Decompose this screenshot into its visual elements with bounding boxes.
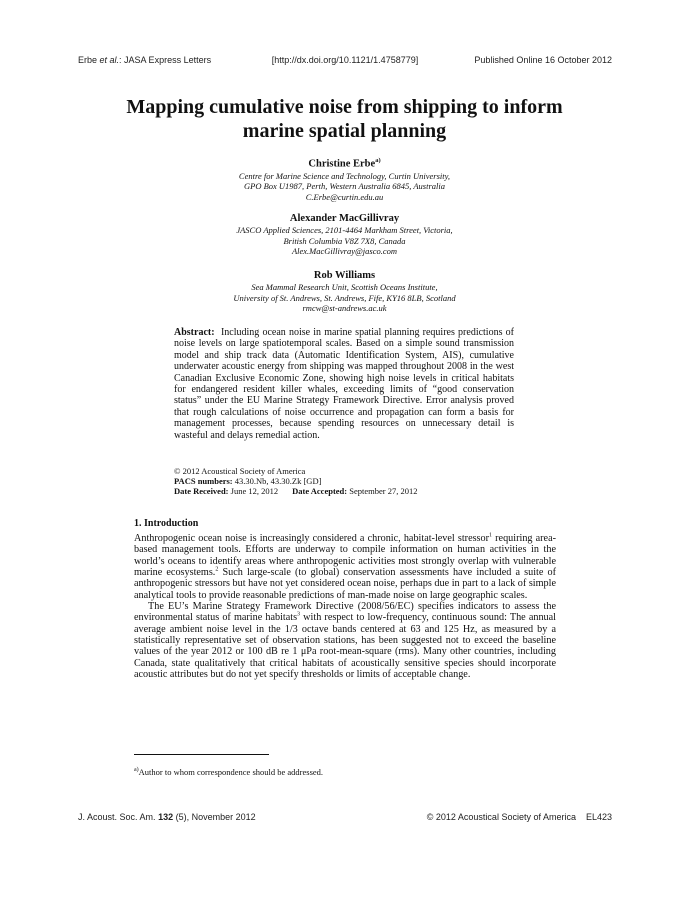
reference-2[interactable]: 2 [215,566,219,573]
section-heading: 1. Introduction [134,518,199,529]
author-name: Alexander MacGillivray [289,213,400,224]
author-email[interactable]: Alex.MacGillivray@jasco.com [291,246,398,256]
author-email[interactable]: C.Erbe@curtin.edu.au [305,191,384,202]
author-email[interactable]: rmcw@st-andrews.ac.uk [302,303,387,313]
accepted-label: Date Accepted: [292,486,348,496]
accepted-date: September 27, 2012 [349,486,418,496]
reference-1[interactable]: 1 [489,532,493,539]
abstract-text: Including ocean noise in marine spatial planning requires predictions of noise levels on large spatiotemporal scales. Based on a simple sound transmission model and ship track data (Automatic Identification System, AIS), cumulative underwater acoustic energy from shipping was mapped throughout 2008 in the west Canadian Exclusive Economic Zone, showing high noise levels in critical habitats for endangered resident killer whales, exceeding limits of “good conservation status” under the EU Marine Strategy Framework Directive. Error analysis proved that rough calculations of noise occurrence and propagation can form a basis for management processes, because spending resources on unnecessary detail is wasteful and delays remedial action. [174,327,514,441]
received-label: Date Received: [174,486,229,496]
article-metadata [174,466,514,496]
affiliation-line: JASCO Applied Sciences, 2101-4464 Markham Street, Victoria, [236,225,453,235]
affiliation-line: British Columbia V8Z 7X8, Canada [283,235,406,246]
author-name: Rob Williams [313,270,376,281]
affiliation-line: Centre for Marine Science and Technology, Curtin University, [238,170,451,181]
author-name: Christine Erbe [308,158,376,170]
pacs-line: PACS numbers: 43.30.Nb, 43.30.Zk [GD] [174,476,322,486]
publication-date: Published Online 16 October 2012 [474,55,612,65]
paragraph: Anthropogenic ocean noise is increasingly considered a chronic, habitat-level stressor$^1$ requiring area-based management tools. Efforts are underway to compile information on human activities in the world’s oceans to identify areas where anthropogenic activities most strongly overlap with vulnerable marine ecosystems.$^2$ Such large-scale (to global) conservation assessments have included a suite of anthropogenic stressors but have not yet considered ocean noise, perhaps due in part to a lack of simple analytical tools to provide reasonable predictions of man-made noise on large geographic scales. [134,532,557,601]
abstract [174,327,514,441]
author-2 [150,212,539,257]
running-head-left: Erbe et al.: JASA Express Letters [78,55,212,65]
affiliation-line: GPO Box U1987, Perth, Western Australia 6845, Australia [243,181,445,191]
footer-copyright: © 2012 Acoustical Society of America EL423 [426,812,612,822]
footnote-marker: a) [375,157,381,164]
footnote-text: Author to whom correspondence should be addressed. [138,767,324,777]
doi-link[interactable]: [http://dx.doi.org/10.1121/1.4758779] [271,55,419,65]
paper-title: Mapping cumulative noise from shipping to inform marine spatial planning [126,96,563,142]
author-3 [150,269,539,314]
abstract-label: Abstract: [174,327,215,338]
page-footer [78,812,612,824]
running-head [78,55,612,67]
footnote-divider [134,754,269,755]
copyright-line: © 2012 Acoustical Society of America [174,466,306,476]
journal-citation: J. Acoust. Soc. Am. 132 (5), November 2012 [78,812,256,822]
author-1 [150,154,539,202]
received-date: June 12, 2012 [230,486,279,496]
reference-3[interactable]: 3 [297,612,301,619]
footnote-marker: a) [134,767,139,774]
affiliation-line: University of St. Andrews, St. Andrews, Fife, KY16 8LB, Scotland [233,292,456,303]
affiliation-line: Sea Mammal Research Unit, Scottish Oceans Institute, [251,282,438,292]
dates-line [174,486,514,496]
paragraph: The EU’s Marine Strategy Framework Directive (2008/56/EC) specifies indicators to assess the environmental status of marine habitats$^3$ with respect to low-frequency, continuous sound: The annual average ambient noise level in the 1/3 octave bands centered at 63 and 125 Hz, as measured by a statistically representative set of observation stations, has been suggested not to exceed the baseline values of the year 2012 or 100 dB re 1 μPa root-mean-square (rms). Many other countries, including Canada, state qualitatively that critical habitats of acoustically sensitive species should incorporate acoustic attributes but do not yet specify thresholds or limits of acceptable change. [134,601,556,681]
footnote [134,767,323,777]
section-body [134,533,556,680]
